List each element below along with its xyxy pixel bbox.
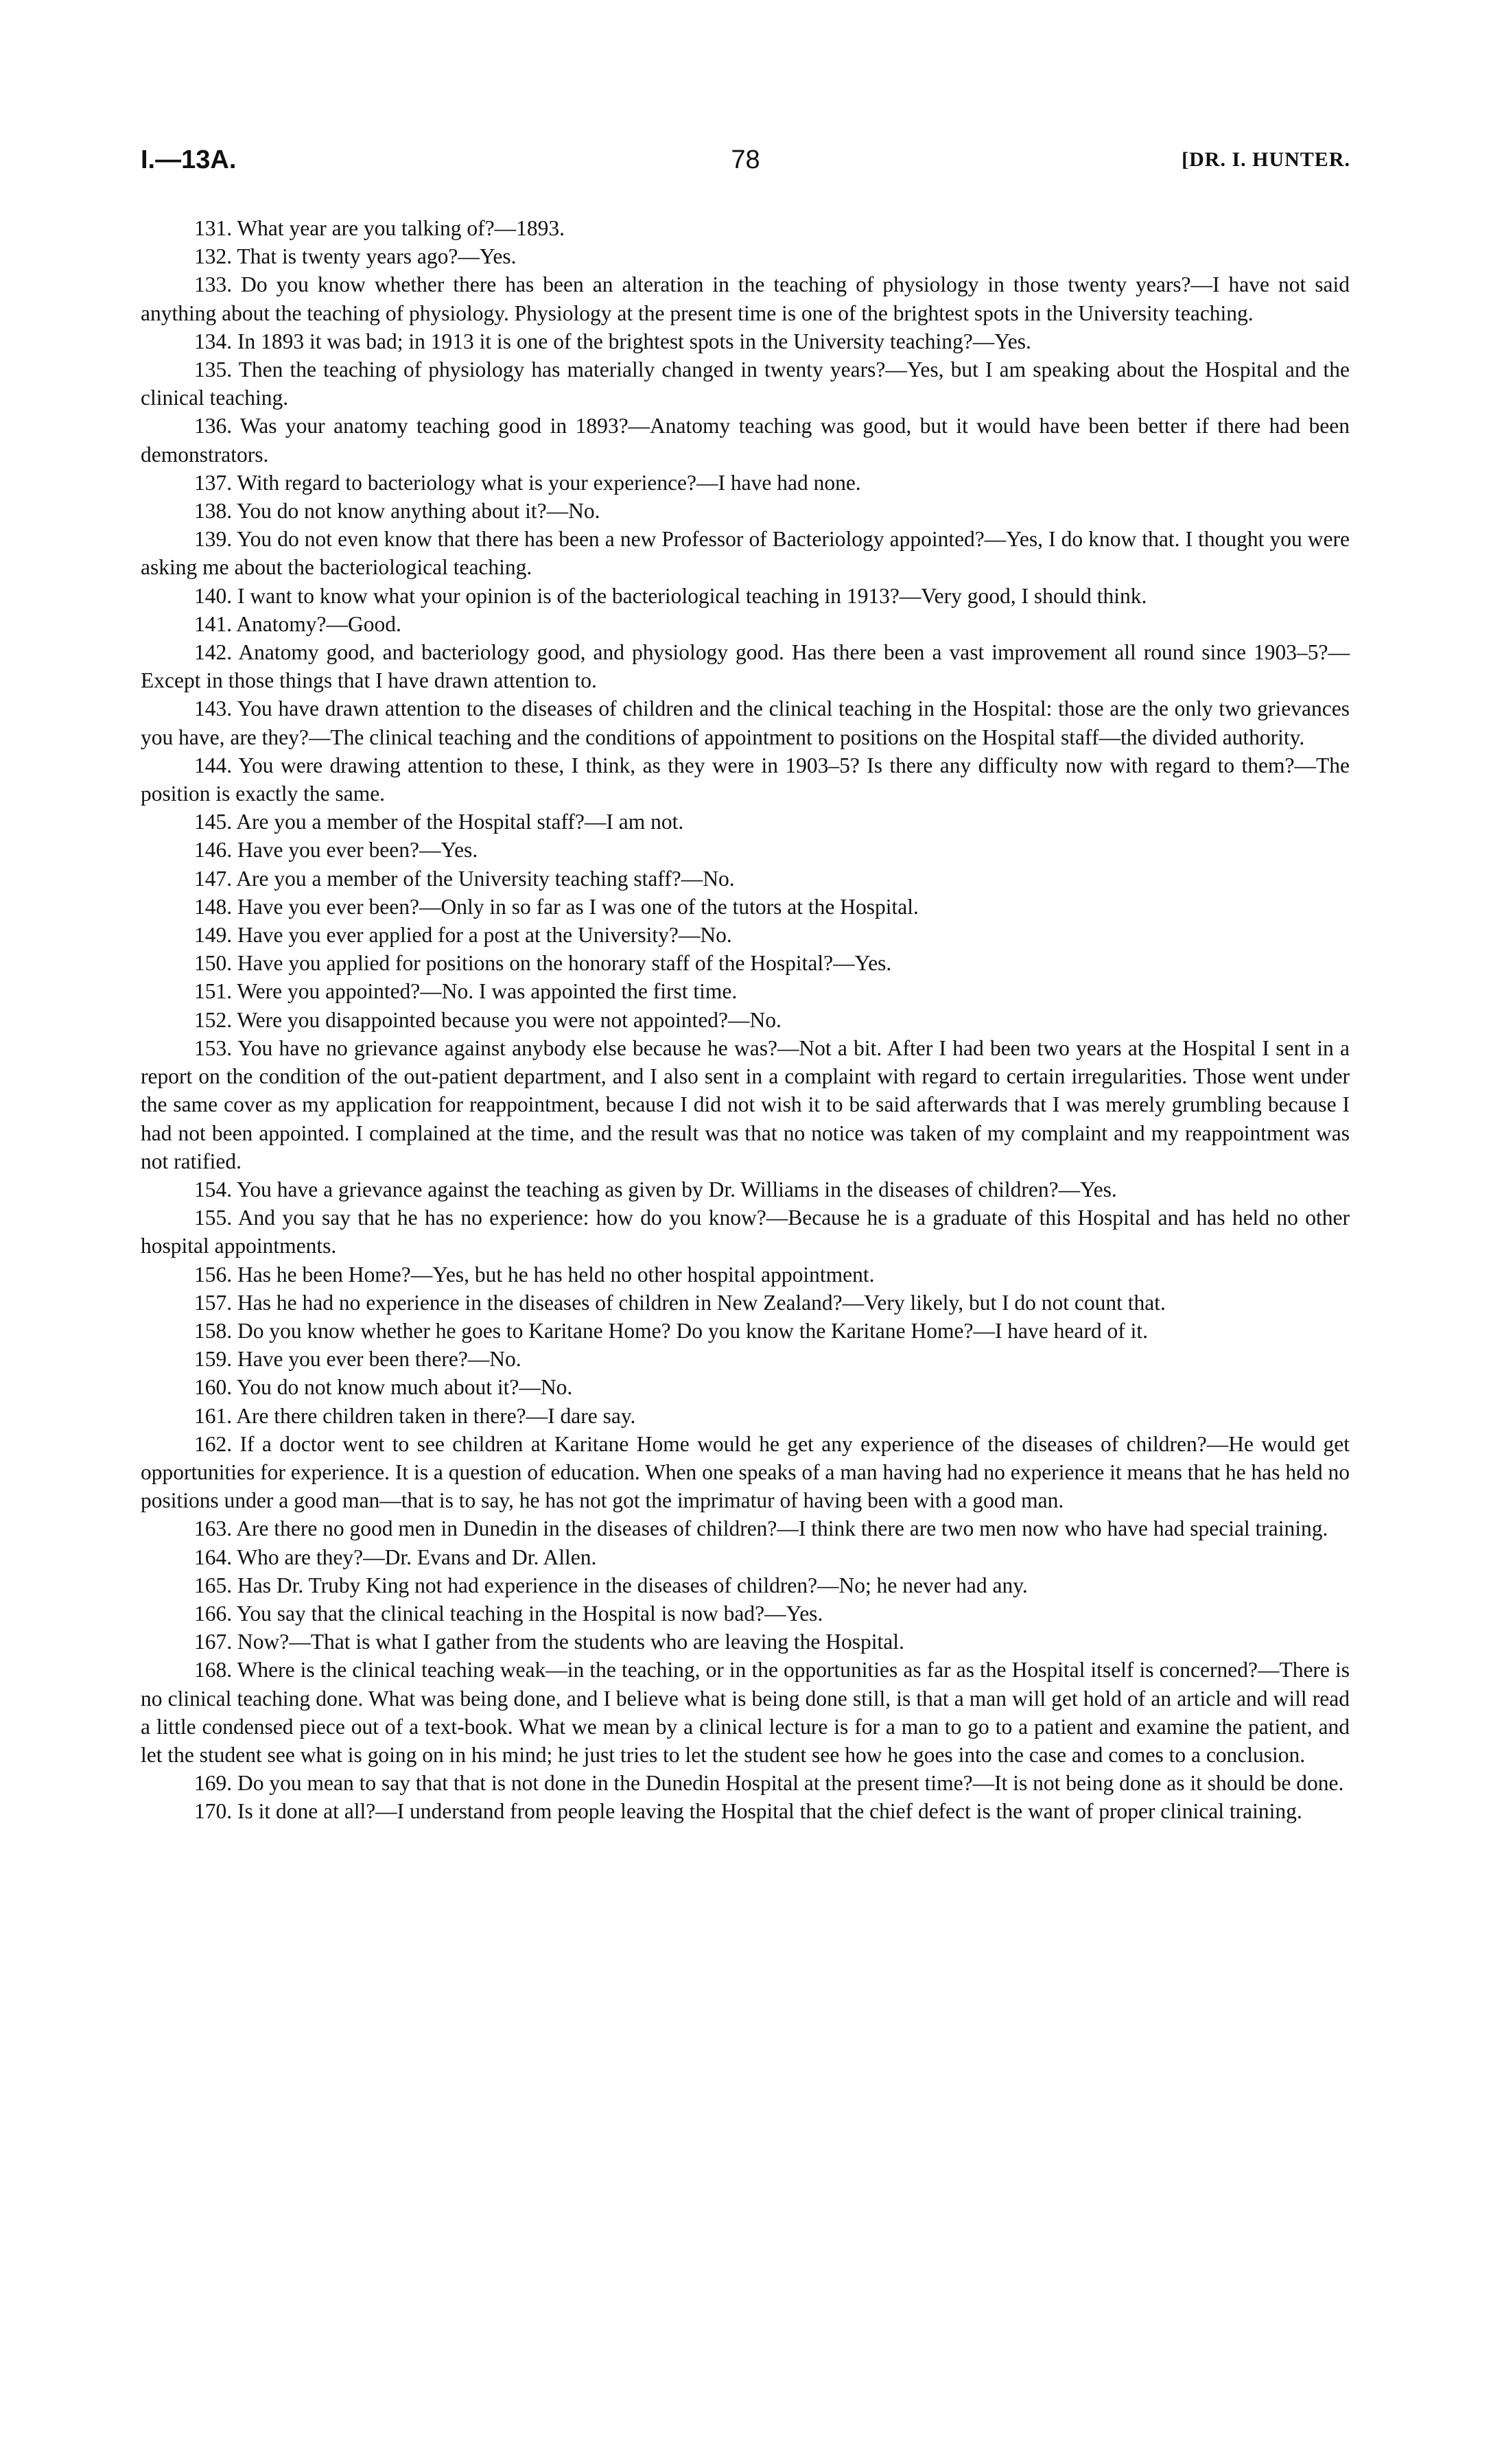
testimony-paragraph: 131. What year are you talking of?—1893. <box>194 216 565 240</box>
testimony-paragraph: 164. Who are they?—Dr. Evans and Dr. Allen. <box>194 1545 597 1569</box>
testimony-paragraph: 150. Have you applied for positions on the honorary staff of the Hospital?—Yes. <box>194 951 892 976</box>
testimony-paragraph: 138. You do not know anything about it?—No. <box>194 499 600 524</box>
testimony-paragraph: 155. And you say that he has no experience: how do you know?—Because he is a graduate of this Hospital and has held no other hospital appointments. <box>141 1206 1350 1258</box>
testimony-paragraph: 156. Has he been Home?—Yes, but he has held no other hospital appointment. <box>194 1262 875 1287</box>
testimony-paragraph: 158. Do you know whether he goes to Karitane Home? Do you know the Karitane Home?—I have heard of it. <box>194 1318 1148 1343</box>
testimony-paragraph: 145. Are you a member of the Hospital staff?—I am not. <box>194 810 684 834</box>
testimony-paragraph: 167. Now?—That is what I gather from the students who are leaving the Hospital. <box>194 1630 904 1654</box>
testimony-paragraph: 166. You say that the clinical teaching in the Hospital is now bad?—Yes. <box>194 1601 823 1626</box>
testimony-paragraph: 162. If a doctor went to see children at Karitane Home would he get any experience of the diseases of children?—He would get opportunities for experience. It is a question of education. When one speaks of a man having had no experience it means that he has held no positions under a good man—that is to say, he has not got the imprimatur of having been with a good man. <box>141 1431 1350 1513</box>
testimony-paragraph: 139. You do not even know that there has been a new Professor of Bacteriology appointed?—Yes, I do know that. I thought you were asking me about the bacteriological teaching. <box>141 527 1350 580</box>
testimony-paragraph: 134. In 1893 it was bad; in 1913 it is one of the brightest spots in the University teaching?—Yes. <box>194 329 1031 353</box>
testimony-paragraph: 137. With regard to bacteriology what is your experience?—I have had none. <box>194 470 861 495</box>
testimony-paragraph: 161. Are there children taken in there?—I dare say. <box>194 1403 636 1428</box>
witness-name: [DR. I. HUNTER. <box>1182 148 1350 171</box>
testimony-paragraph: 148. Have you ever been?—Only in so far as I was one of the tutors at the Hospital. <box>194 894 919 919</box>
testimony-paragraph: 136. Was your anatomy teaching good in 1893?—Anatomy teaching was good, but it would have been better if there had been demonstrators. <box>141 414 1350 467</box>
testimony-paragraph: 144. You were drawing attention to these, I think, as they were in 1903–5? Is there any difficulty now with regard to them?—The position is exactly the same. <box>141 753 1350 806</box>
testimony-paragraph: 151. Were you appointed?—No. I was appointed the first time. <box>194 979 738 1004</box>
testimony-paragraph: 132. That is twenty years ago?—Yes. <box>194 244 517 269</box>
testimony-paragraph: 153. You have no grievance against anybody else because he was?—Not a bit. After I had been two years at the Hospital I sent in a report on the condition of the out-patient department, and I also sent in a complaint with regard to certain irregularities. Those went under the same cover as my application for reappointment, because I did not wish it to be said afterwards that I was merely grumbling because I had not been appointed. I complained at the time, and the result was that no notice was taken of my complaint and my reappointment was not ratified. <box>141 1035 1350 1173</box>
testimony-paragraph: 143. You have drawn attention to the diseases of children and the clinical teaching in the Hospital: those are the only two grievances you have, are they?—The clinical teaching and the conditions of appointment to positions on the Hospital staff—the divided authority. <box>141 696 1350 749</box>
testimony-paragraph: 146. Have you ever been?—Yes. <box>194 838 478 863</box>
testimony-paragraph: 170. Is it done at all?—I understand from people leaving the Hospital that the chief defect is the want of proper clinical training. <box>194 1799 1302 1824</box>
page-header <box>141 145 1350 187</box>
testimony-paragraph: 160. You do not know much about it?—No. <box>194 1375 573 1400</box>
testimony-paragraph: 159. Have you ever been there?—No. <box>194 1347 521 1372</box>
testimony-paragraph: 165. Has Dr. Truby King not had experience in the diseases of children?—No; he never had any. <box>194 1573 1028 1597</box>
testimony-paragraph: 149. Have you ever applied for a post at the University?—No. <box>194 923 732 948</box>
document-reference: I.—13A. <box>141 145 237 174</box>
testimony-paragraph: 133. Do you know whether there has been an alteration in the teaching of physiology in those twenty years?—I have not said anything about the teaching of physiology. Physiology at the present time is one of the brightest spots in the University teaching. <box>141 272 1350 325</box>
page-number: 78 <box>731 145 760 174</box>
testimony-paragraph: 169. Do you mean to say that that is not done in the Dunedin Hospital at the present time?—It is not being done as it should be done. <box>194 1771 1344 1796</box>
testimony-paragraph: 142. Anatomy good, and bacteriology good, and physiology good. Has there been a vast improvement all round since 1903–5?—Except in those things that I have drawn attention to. <box>141 640 1350 693</box>
testimony-paragraph: 163. Are there no good men in Dunedin in the diseases of children?—I think there are two men now who have had special training. <box>194 1516 1328 1541</box>
testimony-paragraph: 157. Has he had no experience in the diseases of children in New Zealand?—Very likely, but I do not count that. <box>194 1290 1166 1315</box>
testimony-paragraph: 152. Were you disappointed because you were not appointed?—No. <box>194 1007 782 1032</box>
testimony-paragraph: 135. Then the teaching of physiology has materially changed in twenty years?—Yes, but I am speaking about the Hospital and the clinical teaching. <box>141 357 1350 410</box>
testimony-paragraph: 140. I want to know what your opinion is of the bacteriological teaching in 1913?—Very good, I should think. <box>194 583 1147 608</box>
testimony-paragraph: 147. Are you a member of the University teaching staff?—No. <box>194 866 735 891</box>
testimony-paragraph: 141. Anatomy?—Good. <box>194 611 401 636</box>
testimony-paragraph: 168. Where is the clinical teaching weak—in the teaching, or in the opportunities as far as the Hospital itself is concerned?—There is no clinical teaching done. What was being done, and I believe what is being done still, is that a man will get hold of an article and will read a little condensed piece out of a text-book. What we mean by a clinical lecture is for a man to go to a patient and examine the patient, and let the student see what is going on in his mind; he just tries to let the student see how he goes into the case and comes to a conclusion. <box>141 1658 1350 1767</box>
testimony-paragraph: 154. You have a grievance against the teaching as given by Dr. Williams in the diseases of children?—Yes. <box>194 1177 1117 1201</box>
testimony-body <box>141 214 1350 1826</box>
